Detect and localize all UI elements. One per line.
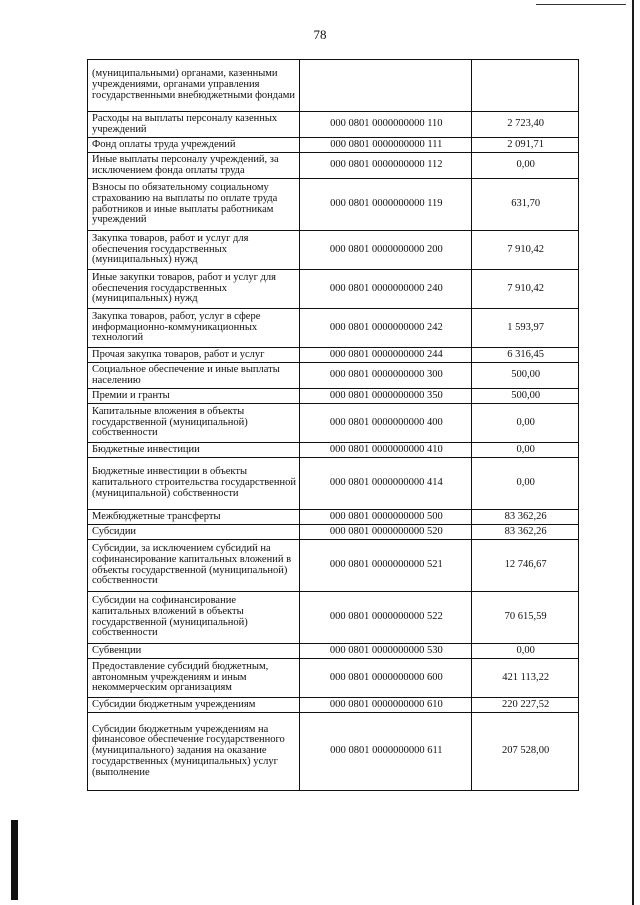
budget-code-cell: 000 0801 0000000000 111 [300, 138, 472, 153]
table-row [88, 659, 579, 698]
page-number: 78 [313, 27, 327, 42]
budget-code-cell: 000 0801 0000000000 200 [300, 231, 472, 270]
amount-cell: 83 362,26 [472, 525, 579, 540]
amount-cell: 0,00 [472, 404, 579, 443]
budget-code-cell: 000 0801 0000000000 611 [300, 713, 472, 791]
budget-code-cell: 000 0801 0000000000 500 [300, 510, 472, 525]
expense-name-cell: Социальное обеспечение и иные выплаты населению [88, 363, 300, 389]
amount-cell [472, 60, 579, 112]
table-row [88, 138, 579, 153]
table-row [88, 389, 579, 404]
expense-name-cell: Субсидии на софинансирование капитальных вложений в объекты государственной (муниципальной) собственности [88, 592, 300, 644]
expense-name-cell: Взносы по обязательному социальному страхованию на выплаты по оплате труда работников и иные выплаты работникам учреждений [88, 179, 300, 231]
expense-name-cell: Межбюджетные трансферты [88, 510, 300, 525]
budget-code-cell: 000 0801 0000000000 610 [300, 698, 472, 713]
expense-name-cell: Субсидии бюджетным учреждениям на финансовое обеспечение государственного (муниципального) задания на оказание государственных (муниципальных) услуг (выполнение [88, 713, 300, 791]
amount-cell: 12 746,67 [472, 540, 579, 592]
budget-code-cell: 000 0801 0000000000 350 [300, 389, 472, 404]
expense-name-cell: (муниципальными) органами, казенными учреждениями, органами управления государственными внебюджетными фондами [88, 60, 300, 112]
table-row [88, 60, 579, 112]
budget-code-cell: 000 0801 0000000000 242 [300, 309, 472, 348]
budget-code-cell: 000 0801 0000000000 410 [300, 443, 472, 458]
budget-code-cell: 000 0801 0000000000 240 [300, 270, 472, 309]
budget-table-body [88, 60, 579, 791]
expense-name-cell: Фонд оплаты труда учреждений [88, 138, 300, 153]
table-row [88, 458, 579, 510]
table-row [88, 540, 579, 592]
scan-binding-mark [11, 820, 18, 900]
amount-cell: 2 723,40 [472, 112, 579, 138]
expense-name-cell: Закупка товаров, работ, услуг в сфере информационно-коммуникационных технологий [88, 309, 300, 348]
table-row [88, 309, 579, 348]
expense-name-cell: Иные закупки товаров, работ и услуг для обеспечения государственных (муниципальных) нужд [88, 270, 300, 309]
expense-name-cell: Капитальные вложения в объекты государственной (муниципальной) собственности [88, 404, 300, 443]
scan-edge-mark [632, 0, 634, 905]
budget-code-cell: 000 0801 0000000000 400 [300, 404, 472, 443]
amount-cell: 7 910,42 [472, 231, 579, 270]
amount-cell: 500,00 [472, 363, 579, 389]
table-row [88, 153, 579, 179]
budget-code-cell: 000 0801 0000000000 244 [300, 348, 472, 363]
amount-cell: 70 615,59 [472, 592, 579, 644]
amount-cell: 220 227,52 [472, 698, 579, 713]
budget-code-cell: 000 0801 0000000000 300 [300, 363, 472, 389]
expense-name-cell: Бюджетные инвестиции [88, 443, 300, 458]
table-row [88, 231, 579, 270]
expense-name-cell: Иные выплаты персоналу учреждений, за исключением фонда оплаты труда [88, 153, 300, 179]
table-row [88, 443, 579, 458]
expense-name-cell: Субсидии бюджетным учреждениям [88, 698, 300, 713]
budget-code-cell [300, 60, 472, 112]
expense-name-cell: Субсидии, за исключением субсидий на софинансирование капитальных вложений в объекты государственной (муниципальной) собственности [88, 540, 300, 592]
amount-cell: 207 528,00 [472, 713, 579, 791]
table-row [88, 363, 579, 389]
expense-name-cell: Предоставление субсидий бюджетным, автономным учреждениям и иным некоммерческим организациям [88, 659, 300, 698]
amount-cell: 0,00 [472, 443, 579, 458]
amount-cell: 0,00 [472, 644, 579, 659]
budget-code-cell: 000 0801 0000000000 530 [300, 644, 472, 659]
amount-cell: 7 910,42 [472, 270, 579, 309]
table-row [88, 592, 579, 644]
budget-code-cell: 000 0801 0000000000 520 [300, 525, 472, 540]
amount-cell: 1 593,97 [472, 309, 579, 348]
expense-name-cell: Расходы на выплаты персоналу казенных учреждений [88, 112, 300, 138]
table-row [88, 713, 579, 791]
expense-name-cell: Бюджетные инвестиции в объекты капитального строительства государственной (муниципальной) собственности [88, 458, 300, 510]
amount-cell: 0,00 [472, 458, 579, 510]
table-row [88, 112, 579, 138]
amount-cell: 500,00 [472, 389, 579, 404]
budget-code-cell: 000 0801 0000000000 414 [300, 458, 472, 510]
amount-cell: 2 091,71 [472, 138, 579, 153]
amount-cell: 0,00 [472, 153, 579, 179]
budget-code-cell: 000 0801 0000000000 600 [300, 659, 472, 698]
table-row [88, 644, 579, 659]
amount-cell: 631,70 [472, 179, 579, 231]
expense-name-cell: Субвенции [88, 644, 300, 659]
scan-edge-mark [536, 4, 626, 5]
budget-code-cell: 000 0801 0000000000 521 [300, 540, 472, 592]
budget-code-cell: 000 0801 0000000000 119 [300, 179, 472, 231]
table-row [88, 510, 579, 525]
amount-cell: 83 362,26 [472, 510, 579, 525]
expense-name-cell: Премии и гранты [88, 389, 300, 404]
budget-table [87, 59, 579, 791]
table-row [88, 179, 579, 231]
expense-name-cell: Прочая закупка товаров, работ и услуг [88, 348, 300, 363]
table-row [88, 348, 579, 363]
budget-code-cell: 000 0801 0000000000 112 [300, 153, 472, 179]
table-row [88, 270, 579, 309]
expense-name-cell: Закупка товаров, работ и услуг для обеспечения государственных (муниципальных) нужд [88, 231, 300, 270]
table-row [88, 525, 579, 540]
budget-code-cell: 000 0801 0000000000 110 [300, 112, 472, 138]
budget-code-cell: 000 0801 0000000000 522 [300, 592, 472, 644]
expense-name-cell: Субсидии [88, 525, 300, 540]
amount-cell: 6 316,45 [472, 348, 579, 363]
table-row [88, 698, 579, 713]
table-row [88, 404, 579, 443]
amount-cell: 421 113,22 [472, 659, 579, 698]
